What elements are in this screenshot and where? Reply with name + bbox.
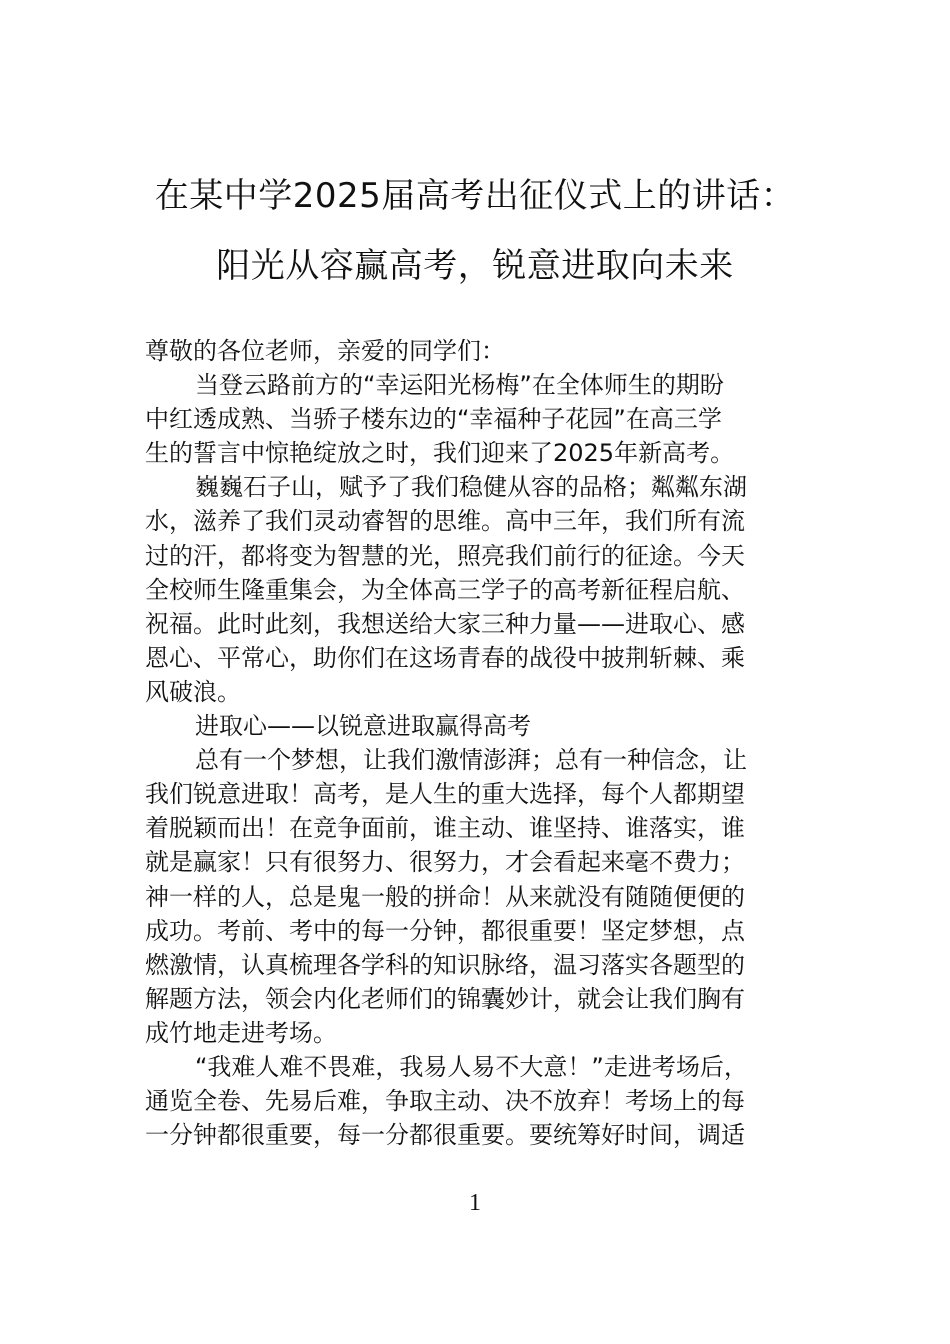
paragraph-line: 神一样的人，总是鬼一般的拼命！从来就没有随随便便的 xyxy=(145,882,745,911)
page-number: 1 xyxy=(469,1190,481,1216)
paragraph xyxy=(145,1050,807,1152)
body-text xyxy=(145,334,807,1152)
title-line-2: 阳光从容赢高考，锐意进取向未来 xyxy=(216,246,734,286)
paragraph-line: 就是赢家！只有很努力、很努力，才会看起来毫不费力； xyxy=(145,848,745,877)
salutation: 尊敬的各位老师，亲爱的同学们： xyxy=(145,337,505,365)
title-line-1: 在某中学2025届高考出征仪式上的讲话： xyxy=(154,176,796,216)
paragraph-line: 水，滋养了我们灵动睿智的思维。高中三年，我们所有流 xyxy=(145,507,745,536)
paragraph-line: 通览全卷、先易后难，争取主动、决不放弃！考场上的每 xyxy=(145,1087,745,1116)
paragraph-line: 总有一个梦想，让我们激情澎湃；总有一种信念，让 xyxy=(195,746,747,775)
paragraph-line: 我们锐意进取！高考，是人生的重大选择，每个人都期望 xyxy=(145,780,745,809)
paragraph-line: 中红透成熟、当骄子楼东边的“幸福种子花园”在高三学 xyxy=(145,405,722,434)
section-heading-text: 进取心——以锐意进取赢得高考 xyxy=(195,712,531,741)
paragraph-line: 生的誓言中惊艳绽放之时，我们迎来了2025年新高考。 xyxy=(145,439,735,468)
paragraph-line: 解题方法，领会内化老师们的锦囊妙计，就会让我们胸有 xyxy=(145,984,745,1013)
paragraph-line: 祝福。此时此刻，我想送给大家三种力量——进取心、感 xyxy=(145,609,745,638)
paragraph-line: 当登云路前方的“幸运阳光杨梅”在全体师生的期盼 xyxy=(195,371,724,400)
paragraph-line: 全校师生隆重集会，为全体高三学子的高考新征程启航、 xyxy=(145,575,745,604)
paragraph xyxy=(145,368,807,470)
section-heading xyxy=(145,709,807,743)
paragraph-line: 过的汗，都将变为智慧的光，照亮我们前行的征途。今天 xyxy=(145,541,745,570)
paragraph-line: 成功。考前、考中的每一分钟，都很重要！坚定梦想，点 xyxy=(145,916,745,945)
paragraph xyxy=(145,743,807,1050)
paragraph-line: “我难人难不畏难，我易人易不大意！”走进考场后， xyxy=(195,1052,748,1081)
paragraph-line: 成竹地走进考场。 xyxy=(145,1018,337,1047)
paragraph-line: 一分钟都很重要，每一分都很重要。要统筹好时间，调适 xyxy=(145,1121,745,1150)
paragraph xyxy=(145,470,807,709)
paragraph-line: 巍巍石子山，赋予了我们稳健从容的品格；粼粼东湖 xyxy=(195,473,747,502)
paragraph-line: 恩心、平常心，助你们在这场青春的战役中披荆斩棘、乘 xyxy=(145,643,745,672)
paragraph-line: 风破浪。 xyxy=(145,677,241,706)
paragraph-line: 燃激情，认真梳理各学科的知识脉络，温习落实各题型的 xyxy=(145,950,745,979)
paragraph-line: 着脱颖而出！在竞争面前，谁主动、谁坚持、谁落实，谁 xyxy=(145,814,745,843)
